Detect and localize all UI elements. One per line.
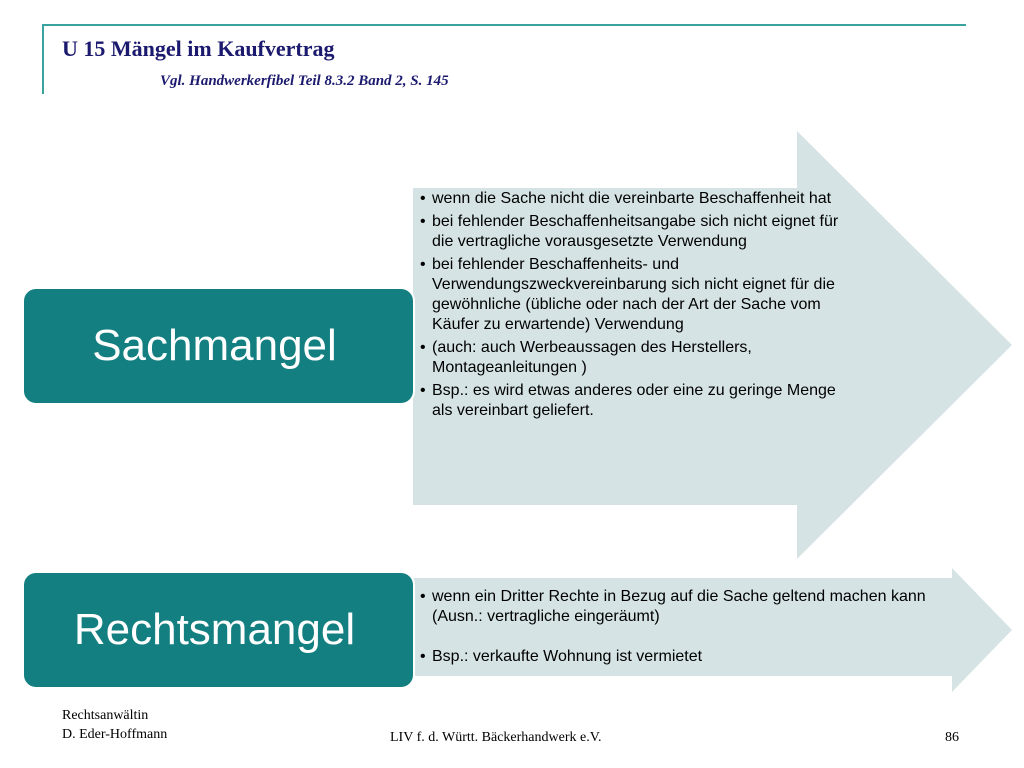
sachmangel-bullet-list (420, 189, 845, 424)
rechtsmangel-box (22, 571, 415, 689)
bullet-item: • bei fehlender Beschaffenheits- und Verwendungszweckvereinbarung sich nicht eignet für die gewöhnliche (übliche oder nach der Art der Sache vom Käufer zu erwartende) Verwendung (420, 255, 845, 335)
footer-page-number: 86 (945, 730, 959, 745)
bullet-item: • Bsp.: es wird etwas anderes oder eine zu geringe Menge als vereinbart geliefert. (420, 381, 845, 421)
footer-author-line2: D. Eder-Hoffmann (62, 727, 168, 742)
bullet-item: • wenn die Sache nicht die vereinbarte Beschaffenheit hat (420, 189, 845, 209)
slide-subtitle: Vgl. Handwerkerfibel Teil 8.3.2 Band 2, S. 145 (160, 73, 449, 89)
bullet-item: • Bsp.: verkaufte Wohnung ist vermietet (420, 647, 965, 667)
footer-author-line1: Rechtsanwältin (62, 708, 149, 723)
rechtsmangel-bullet-list (420, 587, 965, 670)
slide-title: U 15 Mängel im Kaufvertrag (62, 36, 335, 61)
sachmangel-label: Sachmangel (92, 321, 337, 370)
footer-author (62, 706, 167, 744)
bullet-item: • wenn ein Dritter Rechte in Bezug auf die Sache geltend machen kann (Ausn.: vertragliche eingeräumt) (420, 587, 965, 627)
bullet-item: • (auch: auch Werbeaussagen des Herstellers, Montageanleitungen ) (420, 338, 845, 378)
bullet-item: • bei fehlender Beschaffenheitsangabe sich nicht eignet für die vertragliche vorausgesetzte Verwendung (420, 212, 845, 252)
rechtsmangel-label: Rechtsmangel (73, 605, 356, 654)
sachmangel-box (22, 287, 415, 405)
footer-organization: LIV f. d. Württ. Bäckerhandwerk e.V. (390, 730, 602, 745)
